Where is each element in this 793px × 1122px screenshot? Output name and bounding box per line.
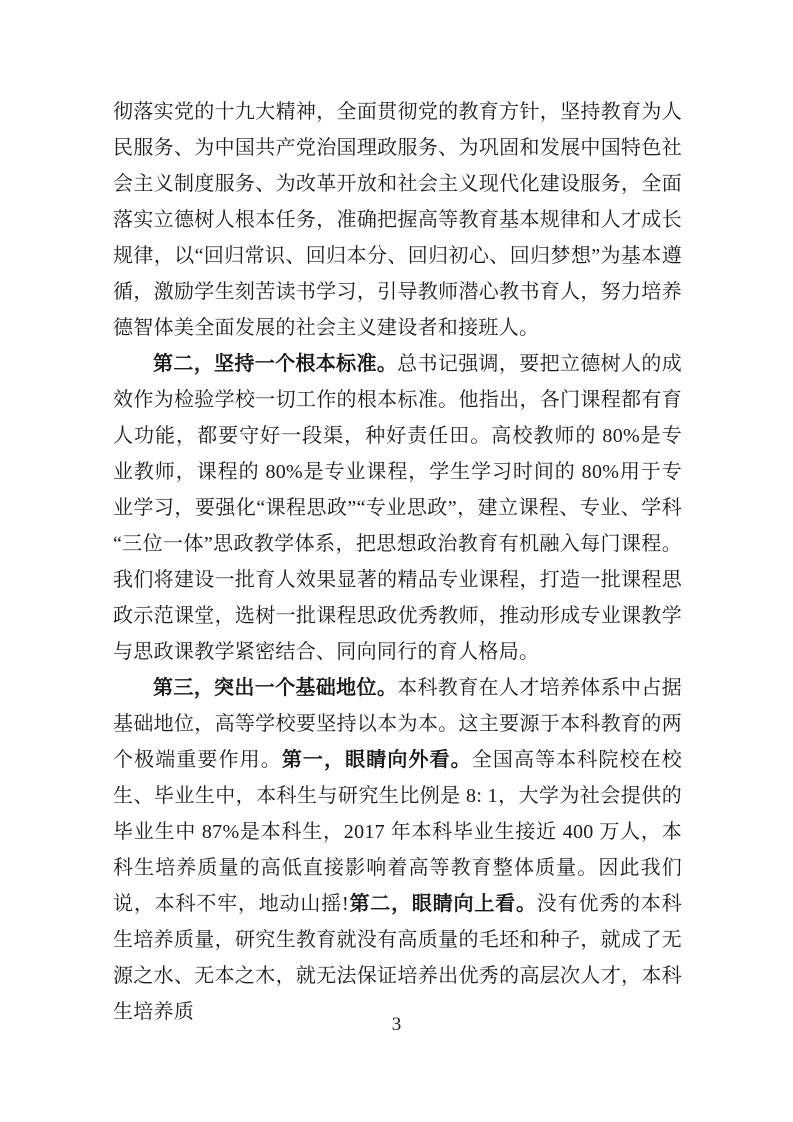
paragraph-third-point (113, 670, 682, 1030)
text-run: 全国高等本科院校在校生、毕业生中，本科生与研究生比例是 8: 1，大学为社会提供的毕业生中 87%是本科生，2017 年本科毕业生接近 400 万人，本科生培养质量的高低直接影响着高等教育整体质量。因此我们说，本科不牢，地动山摇! (113, 749, 682, 915)
page-number: 3 (391, 1014, 402, 1035)
paragraph-continuation (113, 94, 682, 346)
bold-heading-run: 第二，坚持一个根本标准。 (153, 353, 398, 375)
text-run: 本科教育在人才培养体系中占据基础地位，高等学校要坚持以本为本。这主要源于本科教育的两个极端重要作用。 (113, 677, 682, 771)
text-run: 彻落实党的十九大精神，全面贯彻党的教育方针，坚持教育为人民服务、为中国共产党治国理政服务、为巩固和发展中国特色社会主义制度服务、为改革开放和社会主义现代化建设服务，全面落实立德树人根本任务，准确把握高等教育基本规律和人才成长规律，以“回归常识、回归本分、回归初心、回归梦想”为基本遵循，激励学生刻苦读书学习，引导教师潜心教书育人，努力培养德智体美全面发展的社会主义建设者和接班人。 (113, 101, 682, 339)
text-run: 总书记强调，要把立德树人的成效作为检验学校一切工作的根本标准。他指出，各门课程都有育人功能，都要守好一段渠，种好责任田。高校教师的 80%是专业教师，课程的 80%是专业课程，学生学习时间的 80%用于专业学习，要强化“课程思政”“专业思政”，建立课程、专业、学科“三位一体”思政教学体系，把思想政治教育有机融入每门课程。我们将建设一批育人效果显著的精品专业课程，打造一批课程思政示范课堂，选树一批课程思政优秀教师，推动形成专业课教学与思政课教学紧密结合、同向同行的育人格局。 (113, 353, 682, 663)
text-run: 没有优秀的本科生培养质量，研究生教育就没有高质量的毛坯和种子，就成了无源之水、无本之木，就无法保证培养出优秀的高层次人才，本科生培养质 (113, 893, 682, 1023)
paragraph-second-point (113, 346, 682, 670)
bold-subheading-run: 第一，眼睛向外看。 (281, 749, 472, 771)
document-body (113, 94, 682, 1030)
bold-heading-run: 第三，突出一个基础地位。 (153, 677, 398, 699)
bold-subheading-run: 第二，眼睛向上看。 (348, 893, 537, 915)
